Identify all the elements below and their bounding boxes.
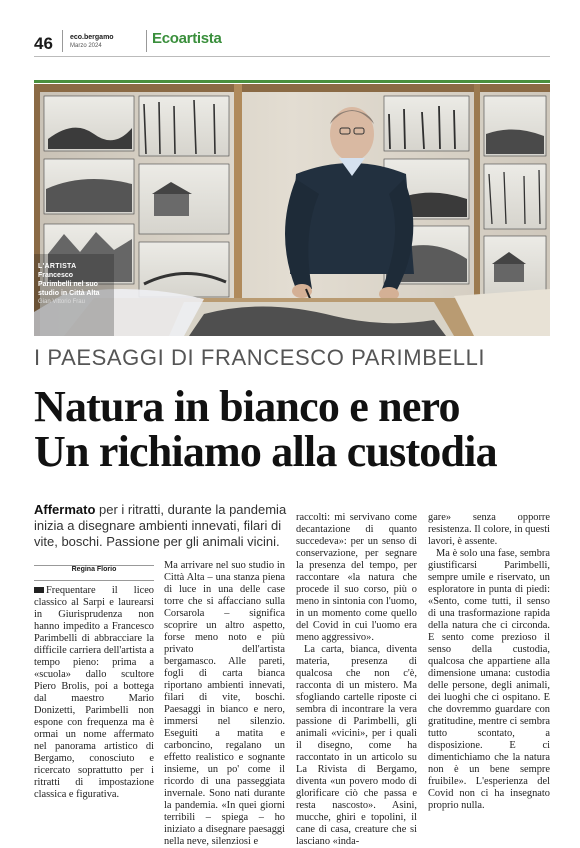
section-title	[152, 30, 222, 47]
body-text-4b: Ma è solo una fase, sembra giustificarsi Parimbelli, sempre umile e riservato, un esploratore in punta di piedi: «Sento, come tutti, il senso di una trasformazione rapida della natura che ci circonda. E sento come prezioso il senso della custodia, qualcosa che appartiene alla dimensione umana: custodia delle persone, degli animali, dei luoghi che ci ospitano. E che dovremmo guardare con gratitudine, mentre ci sembra tutto scontato, a disposizione. E ci dimentichiamo che la natura non è un bene sempre fruibile». L'esperienza del Covid non ci ha insegnato proprio nulla.	[428, 548, 550, 811]
headline	[34, 384, 550, 474]
section-eco: Eco	[152, 30, 179, 47]
header-divider-2	[146, 30, 147, 52]
caption-title: L'ARTISTA	[38, 263, 77, 270]
studio-photo-illustration	[34, 84, 550, 336]
body-column-1	[34, 585, 154, 801]
publication-name: eco.bergamo	[70, 34, 114, 41]
page-number: 46	[34, 34, 53, 53]
body-column-4	[428, 512, 550, 812]
section-artista: artista	[178, 30, 222, 47]
body-text-4a: gare» senza opporre resistenza. Il colore, in questi lavori, è assente.	[428, 512, 550, 547]
header-divider	[62, 30, 63, 52]
photo-caption	[38, 262, 108, 307]
body-column-2	[164, 560, 285, 848]
body-text-2: Ma arrivare nel suo studio in Città Alta – una stanza piena di luce in una delle case torre che si affacciano sulla Corsarola – significa scoprire un altro aspetto, forse meno noto e più privato dell'artista bergamasco. Alle pareti, fogli di carta bianca riportano ambienti innevati, filari di vite, boschi. Paesaggi in bianco e nero, immersi nel silenzio. Eseguiti a matita e carboncino, regalano un effetto realistico e sognante insieme, un po' come il ricordo di una passeggiata invernale. Sono nati durante la pandemia. «In quei giorni terribili – spiega – ho iniziato a disegnare paesaggi nella neve, silenziosi e	[164, 560, 285, 847]
paragraph-marker-icon	[34, 587, 44, 593]
header-rule	[34, 56, 550, 57]
standfirst	[34, 502, 289, 550]
body-column-3	[296, 512, 417, 848]
publication-date: Marzo 2024	[70, 43, 102, 49]
standfirst-text: per i ritratti, durante la pandemia inizia a disegnare ambienti innevati, filari di vite, boschi. Passione per gli animali vicini.	[34, 502, 287, 549]
article-photo	[34, 84, 550, 336]
caption-text: Francesco Parimbelli nel suo studio in Città Alta	[38, 272, 100, 297]
kicker: I PAESAGGI DI FRANCESCO PARIMBELLI	[34, 345, 486, 370]
standfirst-lead: Affermato	[34, 502, 96, 517]
body-text-3a: raccolti: mi servivano come decantazione di quanto succedeva»: per un senso di conservazione, per segnare la presenza del tempo, per raccontare «la natura che procede il suo corso, più o meno in sintonia con l'uomo, in un momento come quello del Covid in cui l'uomo era meno aggressivo».	[296, 512, 417, 643]
accent-bar	[34, 80, 550, 83]
photo-credit: Gian Vittorio Frau	[38, 299, 85, 305]
headline-line-1: Natura in bianco e nero	[34, 382, 460, 431]
body-text-3b: La carta, bianca, diventa materia, presenza di qualcosa che non c'è, racconta di un mistero. Ma sfogliando cartelle riposte ci sembra di incontrare la vera passione di Parimbelli, gli animali «vicini», per i quali il disegno, come ha raccontato in un articolo su La Rivista di Bergamo, diventa «un povero modo di glorificare ciò che passa e resta nascosto». Asini, mucche, ghiri e topolini, il cane di casa, creature che si lasciano «inda-	[296, 644, 417, 847]
byline: Regina Florio	[71, 566, 117, 573]
body-text-1: Frequentare il liceo classico al Sarpi e laurearsi in Giurisprudenza non hanno impedito a Francesco Parimbelli di abbracciare la difficile carriera dell'artista a tempo pieno: prima a «scuola» dallo scultore Piero Brolis, poi a bottega dal maestro Mario Donizetti, Parimbelli non espone con frequenza ma è ormai un nome affermato nel panorama artistico di Bergamo, conosciuto e ricercato soprattutto per i ritratti di impostazione classica e figurativa.	[34, 585, 154, 800]
headline-line-2: Un richiamo alla custodia	[34, 427, 497, 476]
